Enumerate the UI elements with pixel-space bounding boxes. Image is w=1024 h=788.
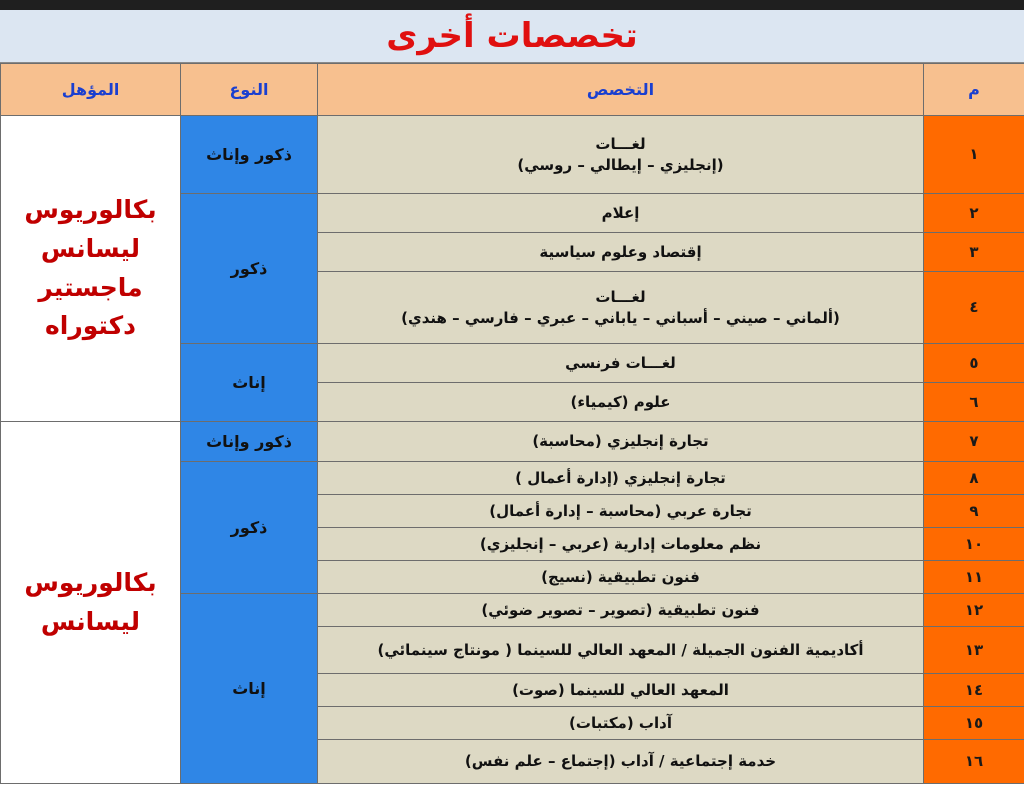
- specialization-line: خدمة إجتماعية / آداب (إجتماع – علم نفس): [464, 752, 777, 771]
- specialization-cell: [318, 233, 924, 272]
- specialization-line: آداب (مكتبات): [569, 713, 672, 732]
- row-number: ٧: [924, 422, 1024, 462]
- header-qualification: المؤهل: [1, 64, 181, 116]
- specialization-cell: [318, 272, 924, 344]
- gender-cell: إناث: [181, 594, 318, 784]
- row-number: ١٤: [924, 674, 1024, 707]
- row-number: ٤: [924, 272, 1024, 344]
- specialization-line: لغـــات: [595, 288, 646, 307]
- specialization-line: تجارة عربي (محاسبة – إدارة أعمال): [489, 501, 752, 520]
- row-number: ٢: [924, 194, 1024, 233]
- specialization-cell: [318, 594, 924, 627]
- specialization-cell: [318, 561, 924, 594]
- row-number: ١٣: [924, 627, 1024, 674]
- row-number: ١٢: [924, 594, 1024, 627]
- title-bar: [0, 10, 1024, 63]
- row-number: ١١: [924, 561, 1024, 594]
- specialization-line: (إنجليزي – إيطالي – روسي): [517, 155, 724, 174]
- specialization-line: علوم (كيمياء): [570, 392, 671, 411]
- specialization-line: أكاديمية الفنون الجميلة / المعهد العالي للسينما ( مونتاج سينمائي): [377, 640, 864, 659]
- qualification-line: ليسانس: [40, 606, 141, 636]
- specialization-line: تجارة إنجليزي (محاسبة): [532, 432, 709, 451]
- specialization-line: نظم معلومات إدارية (عربي – إنجليزي): [479, 534, 762, 553]
- qualification-cell: [1, 422, 181, 784]
- row-number: ١٠: [924, 528, 1024, 561]
- header-type: النوع: [181, 64, 318, 116]
- qualification-line: ليسانس: [40, 233, 141, 263]
- specialization-line: فنون تطبيقية (نسيج): [541, 567, 700, 586]
- qualification-cell: [1, 116, 181, 422]
- specializations-table: [0, 63, 1024, 784]
- specialization-cell: [318, 194, 924, 233]
- qualification-line: بكالوريوس: [24, 567, 157, 597]
- specialization-line: (ألماني – صيني – أسباني – ياباني – عبري – فارسي – هندي): [401, 308, 840, 327]
- specialization-cell: [318, 344, 924, 383]
- specialization-line: تجارة إنجليزي (إدارة أعمال ): [515, 468, 726, 487]
- specialization-cell: [318, 383, 924, 422]
- row-number: ١: [924, 116, 1024, 194]
- header-specialization: التخصص: [318, 64, 924, 116]
- table-row: [1, 116, 1024, 194]
- specialization-line: المعهد العالي للسينما (صوت): [512, 680, 729, 699]
- specialization-cell: [318, 422, 924, 462]
- page-title: تخصصات أخرى: [386, 16, 638, 56]
- gender-cell: إناث: [181, 344, 318, 422]
- specialization-cell: [318, 495, 924, 528]
- row-number: ١٦: [924, 740, 1024, 784]
- row-number: ٨: [924, 462, 1024, 495]
- specialization-line: إعلام: [601, 203, 640, 222]
- header-number: م: [924, 64, 1024, 116]
- gender-cell: ذكور: [181, 462, 318, 594]
- qualification-line: ماجستير: [38, 272, 143, 302]
- qualification-line: بكالوريوس: [24, 195, 157, 224]
- specialization-line: لغـــات فرنسي: [565, 353, 676, 372]
- specialization-cell: [318, 674, 924, 707]
- row-number: ١٥: [924, 707, 1024, 740]
- qualification-line: دكتوراه: [45, 311, 136, 341]
- table-row: [1, 422, 1024, 462]
- header-row: [1, 64, 1024, 116]
- row-number: ٣: [924, 233, 1024, 272]
- specialization-cell: [318, 116, 924, 194]
- row-number: ٥: [924, 344, 1024, 383]
- row-number: ٦: [924, 383, 1024, 422]
- document-frame: [0, 10, 1024, 788]
- specialization-line: لغـــات: [595, 135, 646, 154]
- specialization-cell: [318, 462, 924, 495]
- gender-cell: ذكور وإناث: [181, 116, 318, 194]
- specialization-cell: [318, 707, 924, 740]
- gender-cell: ذكور وإناث: [181, 422, 318, 462]
- specialization-cell: [318, 528, 924, 561]
- specialization-cell: [318, 627, 924, 674]
- specialization-line: فنون تطبيقية (تصوير – تصوير ضوئي): [481, 600, 760, 619]
- gender-cell: ذكور: [181, 194, 318, 344]
- specialization-line: إقتصاد وعلوم سياسية: [539, 242, 702, 261]
- row-number: ٩: [924, 495, 1024, 528]
- specialization-cell: [318, 740, 924, 784]
